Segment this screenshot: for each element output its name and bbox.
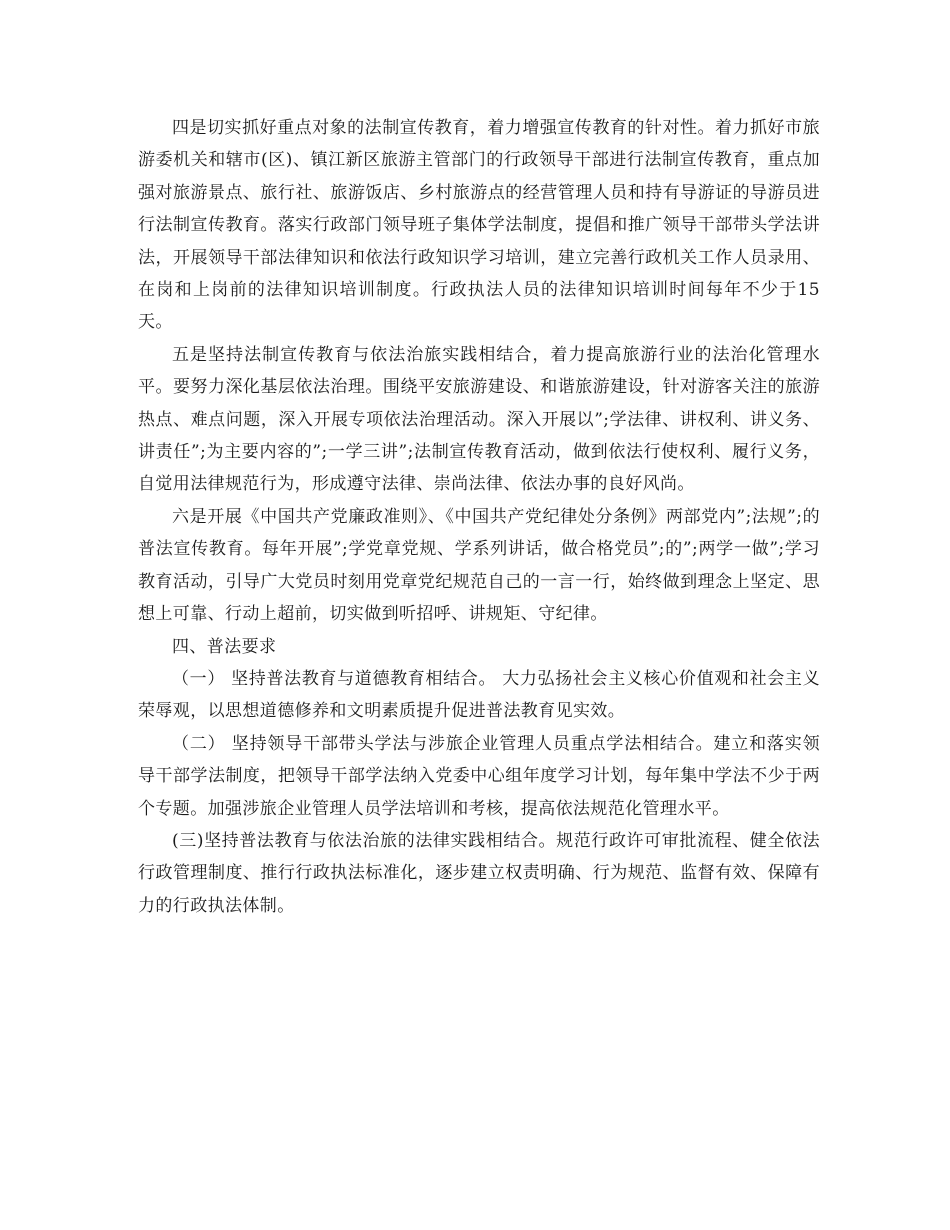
requirement-item-3: (三)坚持普法教育与依法治旅的法律实践相结合。规范行政许可审批流程、健全依法行政管理制度、推行行政执法标准化，逐步建立权责明确、行为规范、监督有效、保障有力的行政执法体制。 bbox=[138, 830, 820, 916]
paragraph-four-key-targets: 四是切实抓好重点对象的法制宣传教育，着力增强宣传教育的针对性。着力抓好市旅游委机关和辖市(区)、镇江新区旅游主管部门的行政领导干部进行法制宣传教育，重点加强对旅游景点、旅行社、旅游饭店、乡村旅游点的经营管理人员和持有导游证的导游员进行法制宣传教育。落实行政部门领导班子集体学法制度，提倡和推广领导干部带头学法讲法，开展领导干部法律知识和依法行政知识学习培训，建立完善行政机关工作人员录用、在岗和上岗前的法律知识培训制度。行政执法人员的法律知识培训时间每年不少于15天。 bbox=[138, 118, 820, 333]
document-body bbox=[138, 112, 820, 922]
paragraph-five-rule-of-law-practice: 五是坚持法制宣传教育与依法治旅实践相结合，着力提高旅游行业的法治化管理水平。要努力深化基层依法治理。围绕平安旅游建设、和谐旅游建设，针对游客关注的旅游热点、难点问题，深入开展专项依法治理活动。深入开展以”;学法律、讲权利、讲义务、讲责任”;为主要内容的”;一学三讲”;法制宣传教育活动，做到依法行使权利、履行义务，自觉用法律规范行为，形成遵守法律、崇尚法律、依法办事的良好风尚。 bbox=[138, 344, 820, 495]
requirement-item-2: （二） 坚持领导干部带头学法与涉旅企业管理人员重点学法相结合。建立和落实领导干部学法制度，把领导干部学法纳入党委中心组年度学习计划，每年集中学法不少于两个专题。加强涉旅企业管理人员学法培训和考核，提高依法规范化管理水平。 bbox=[138, 733, 820, 819]
section-heading-requirements: 四、普法要求 bbox=[172, 636, 277, 657]
requirement-item-1: （一） 坚持普法教育与道德教育相结合。 大力弘扬社会主义核心价值观和社会主义荣辱观，以思想道德修养和文明素质提升促进普法教育见实效。 bbox=[138, 668, 820, 722]
paragraph-six-party-regulations: 六是开展《中国共产党廉政准则》、《中国共产党纪律处分条例》两部党内”;法规”;的普法宣传教育。每年开展”;学党章党规、学系列讲话，做合格党员”;的”;两学一做”;学习教育活动，引导广大党员时刻用党章党纪规范自己的一言一行，始终做到理念上坚定、思想上可靠、行动上超前，切实做到听招呼、讲规矩、守纪律。 bbox=[138, 506, 820, 625]
